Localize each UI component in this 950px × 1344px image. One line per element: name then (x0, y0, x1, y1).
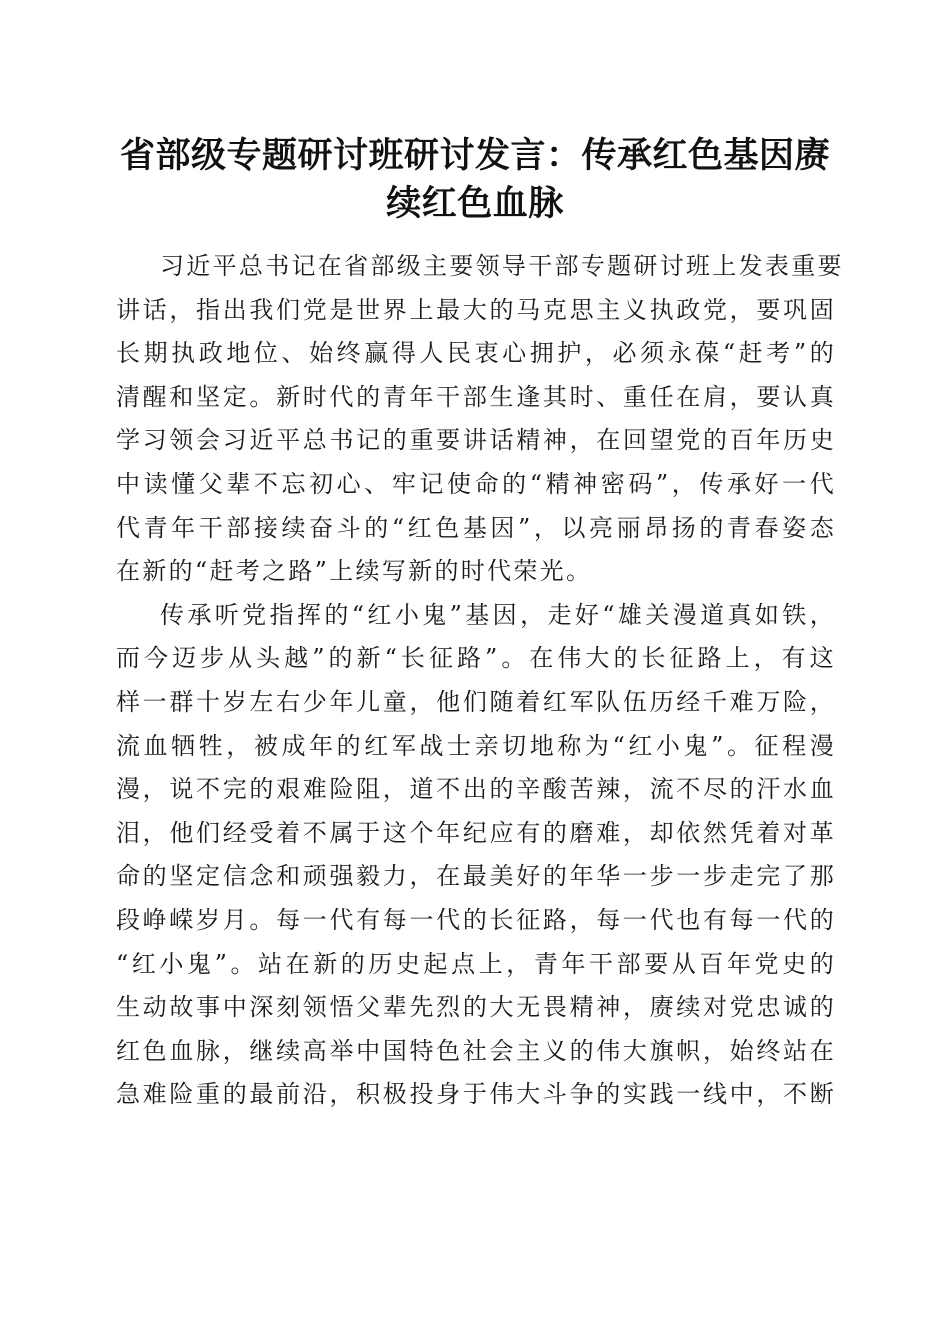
paragraph-line: “红小鬼”。站在新的历史起点上，青年干部要从百年党史的 (116, 949, 836, 978)
title-line-2: 续红色血脉 (386, 183, 564, 224)
paragraph-1 (116, 245, 844, 594)
document-title (110, 132, 840, 228)
paragraph-line: 代青年干部接续奋斗的“红色基因”，以亮丽昂扬的青春姿态 (116, 513, 836, 542)
paragraph-line: 段峥嵘岁月。每一代有每一代的长征路，每一代也有每一代的 (116, 905, 836, 934)
paragraph-line: 泪，他们经受着不属于这个年纪应有的磨难，却依然凭着对革 (116, 818, 836, 847)
paragraph-line: 习近平总书记在省部级主要领导干部专题研讨班上发表重要 (160, 252, 844, 280)
paragraph-line: 漫，说不完的艰难险阻，道不出的辛酸苦辣，流不尽的汗水血 (116, 775, 836, 804)
paragraph-line: 学习领会习近平总书记的重要讲话精神，在回望党的百年历史 (116, 426, 836, 455)
title-line-1: 省部级专题研讨班研讨发言：传承红色基因赓 (119, 135, 830, 176)
document-body (116, 245, 844, 1117)
paragraph-line: 流血牺牲，被成年的红军战士亲切地称为“红小鬼”。征程漫 (116, 731, 836, 760)
paragraph-line: 传承听党指挥的“红小鬼”基因，走好“雄关漫道真如铁， (160, 600, 836, 629)
paragraph-line: 生动故事中深刻领悟父辈先烈的大无畏精神，赓续对党忠诚的 (116, 993, 836, 1022)
paragraph-line: 清醒和坚定。新时代的青年干部生逢其时、重任在肩，要认真 (116, 382, 836, 411)
paragraph-line: 中读懂父辈不忘初心、牢记使命的“精神密码”，传承好一代 (116, 469, 836, 498)
paragraph-line: 讲话，指出我们党是世界上最大的马克思主义执政党，要巩固 (116, 295, 836, 324)
paragraph-2 (116, 594, 836, 1117)
paragraph-line: 长期执政地位、始终赢得人民衷心拥护，必须永葆“赶考”的 (116, 339, 836, 368)
paragraph-line: 样一群十岁左右少年儿童，他们随着红军队伍历经千难万险， (116, 687, 836, 716)
paragraph-line: 红色血脉，继续高举中国特色社会主义的伟大旗帜，始终站在 (116, 1036, 836, 1065)
paragraph-line: 在新的“赶考之路”上续写新的时代荣光。 (116, 557, 593, 586)
paragraph-line: 命的坚定信念和顽强毅力，在最美好的年华一步一步走完了那 (116, 862, 836, 891)
paragraph-line: 急难险重的最前沿，积极投身于伟大斗争的实践一线中，不断 (116, 1080, 836, 1109)
paragraph-line: 而今迈步从头越”的新“长征路”。在伟大的长征路上，有这 (116, 644, 836, 673)
